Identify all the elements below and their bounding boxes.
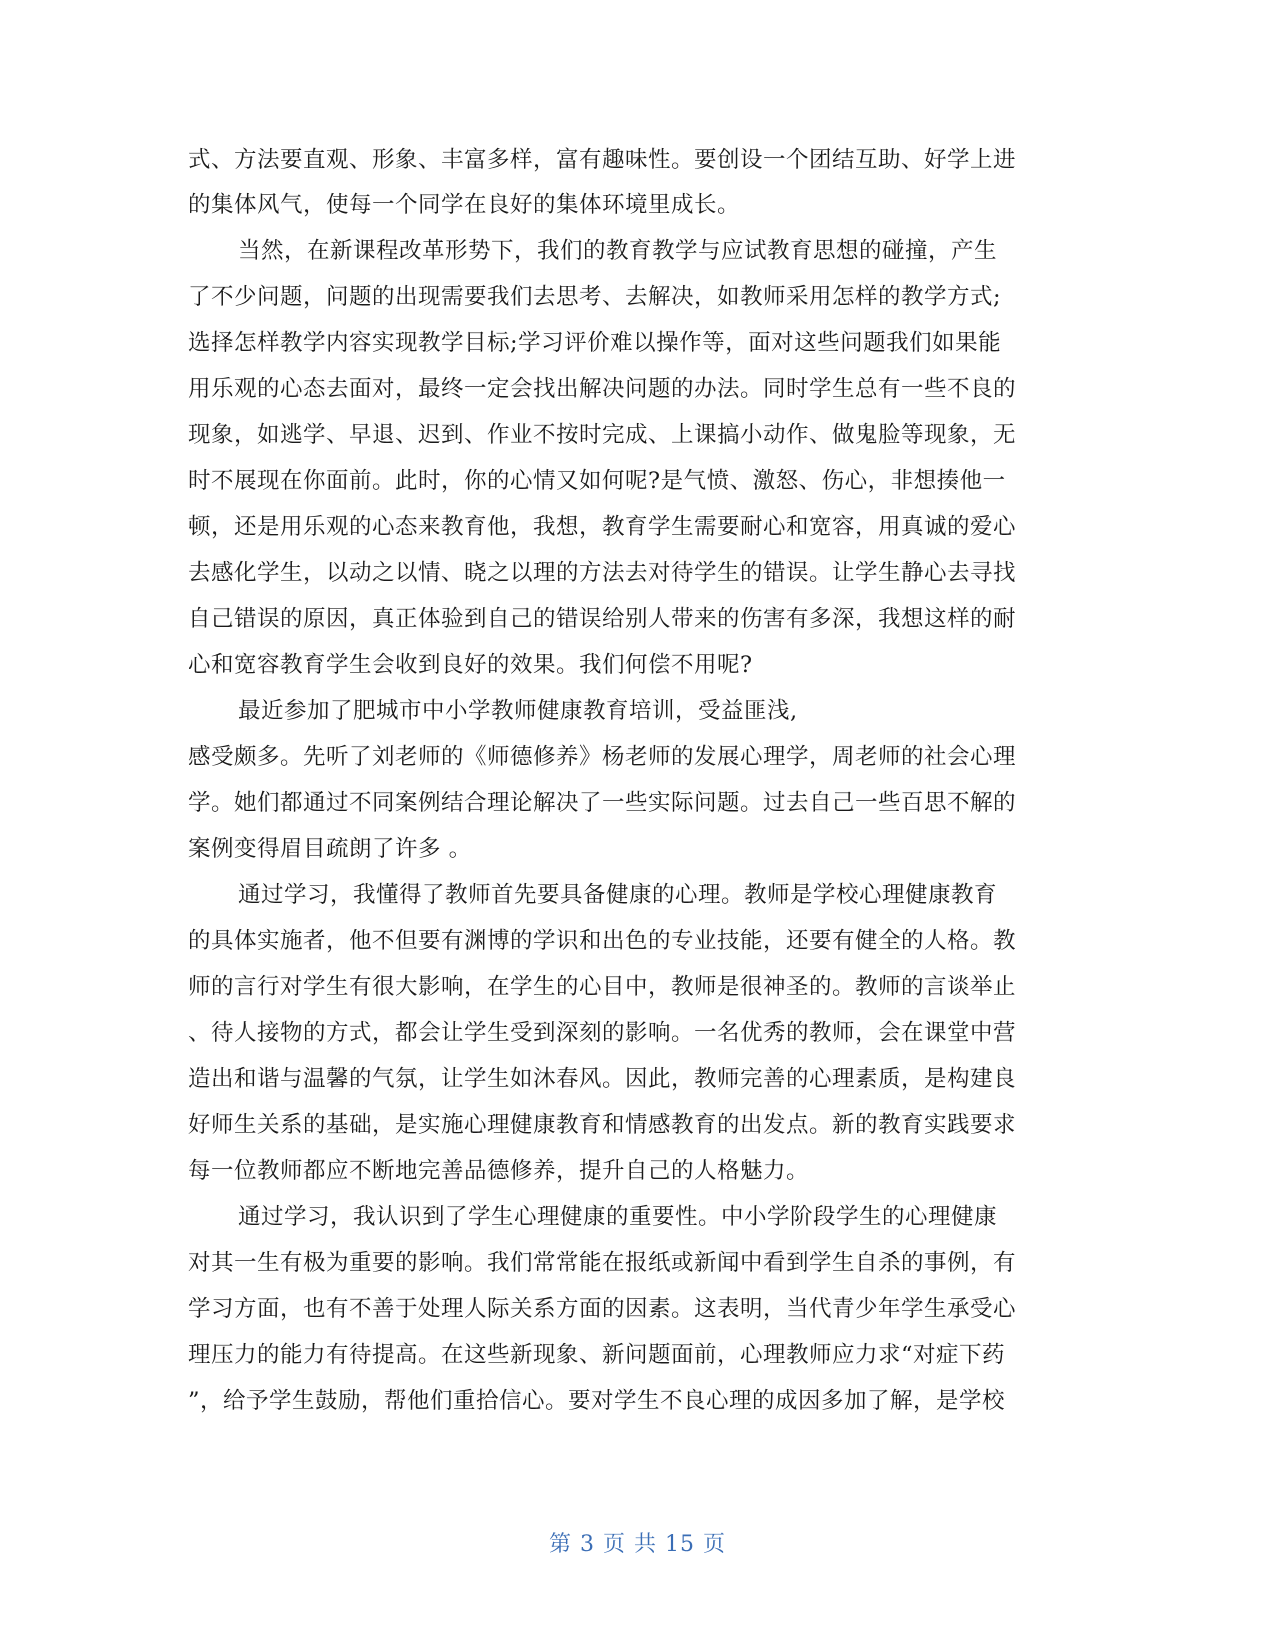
body-line: 师的言行对学生有很大影响，在学生的心目中，教师是很神圣的。教师的言谈举止 xyxy=(188,974,1017,1000)
body-line: 心和宽容教育学生会收到良好的效果。我们何偿不用呢? xyxy=(188,652,753,678)
page-number-footer: 第 3 页 共 15 页 xyxy=(549,1532,726,1557)
body-line: 现象，如逃学、早退、迟到、作业不按时完成、上课搞小动作、做鬼脸等现象，无 xyxy=(188,422,1017,448)
body-line: 的集体风气，使每一个同学在良好的集体环境里成长。 xyxy=(188,192,741,218)
paragraph-first-line: 通过学习，我懂得了教师首先要具备健康的心理。教师是学校心理健康教育 xyxy=(238,882,998,908)
body-line: 式、方法要直观、形象、丰富多样，富有趣味性。要创设一个团结互助、好学上进 xyxy=(188,147,1017,173)
body-line: 选择怎样教学内容实现教学目标;学习评价难以操作等，面对这些问题我们如果能 xyxy=(188,330,1002,356)
body-line: 了不少问题，问题的出现需要我们去思考、去解决，如教师采用怎样的教学方式; xyxy=(188,284,1002,310)
body-line: 每一位教师都应不断地完善品德修养，提升自己的人格魅力。 xyxy=(188,1158,810,1184)
body-line: 用乐观的心态去面对，最终一定会找出解决问题的办法。同时学生总有一些不良的 xyxy=(188,376,1017,402)
body-line: ”，给予学生鼓励，帮他们重拾信心。要对学生不良心理的成因多加了解，是学校 xyxy=(188,1388,1006,1414)
paragraph-first-line: 通过学习，我认识到了学生心理健康的重要性。中小学阶段学生的心理健康 xyxy=(238,1204,998,1230)
body-line: 造出和谐与温馨的气氛，让学生如沐春风。因此，教师完善的心理素质，是构建良 xyxy=(188,1066,1017,1092)
body-line: 时不展现在你面前。此时，你的心情又如何呢?是气愤、激怒、伤心，非想揍他一 xyxy=(188,468,1006,494)
body-line: 的具体实施者，他不但要有渊博的学识和出色的专业技能，还要有健全的人格。教 xyxy=(188,928,1017,954)
body-line: 、待人接物的方式，都会让学生受到深刻的影响。一名优秀的教师，会在课堂中营 xyxy=(188,1020,1017,1046)
body-line: 学习方面，也有不善于处理人际关系方面的因素。这表明，当代青少年学生承受心 xyxy=(188,1296,1017,1322)
paragraph-first-line: 最近参加了肥城市中小学教师健康教育培训，受益匪浅, xyxy=(238,698,798,724)
body-line: 顿，还是用乐观的心态来教育他，我想，教育学生需要耐心和宽容，用真诚的爱心 xyxy=(188,514,1017,540)
body-line: 自己错误的原因，真正体验到自己的错误给别人带来的伤害有多深，我想这样的耐 xyxy=(188,606,1017,632)
body-line: 理压力的能力有待提高。在这些新现象、新问题面前，心理教师应力求“对症下药 xyxy=(188,1342,1006,1368)
body-line: 对其一生有极为重要的影响。我们常常能在报纸或新闻中看到学生自杀的事例，有 xyxy=(188,1250,1017,1276)
paragraph-first-line: 当然，在新课程改革形势下，我们的教育教学与应试教育思想的碰撞，产生 xyxy=(238,238,998,264)
body-line: 去感化学生，以动之以情、晓之以理的方法去对待学生的错误。让学生静心去寻找 xyxy=(188,560,1017,586)
body-line: 案例变得眉目疏朗了许多 。 xyxy=(188,836,472,862)
body-line: 学。她们都通过不同案例结合理论解决了一些实际问题。过去自己一些百思不解的 xyxy=(188,790,1017,816)
body-line: 好师生关系的基础，是实施心理健康教育和情感教育的出发点。新的教育实践要求 xyxy=(188,1112,1017,1138)
body-line: 感受颇多。先听了刘老师的《师德修养》杨老师的发展心理学，周老师的社会心理 xyxy=(188,744,1017,770)
